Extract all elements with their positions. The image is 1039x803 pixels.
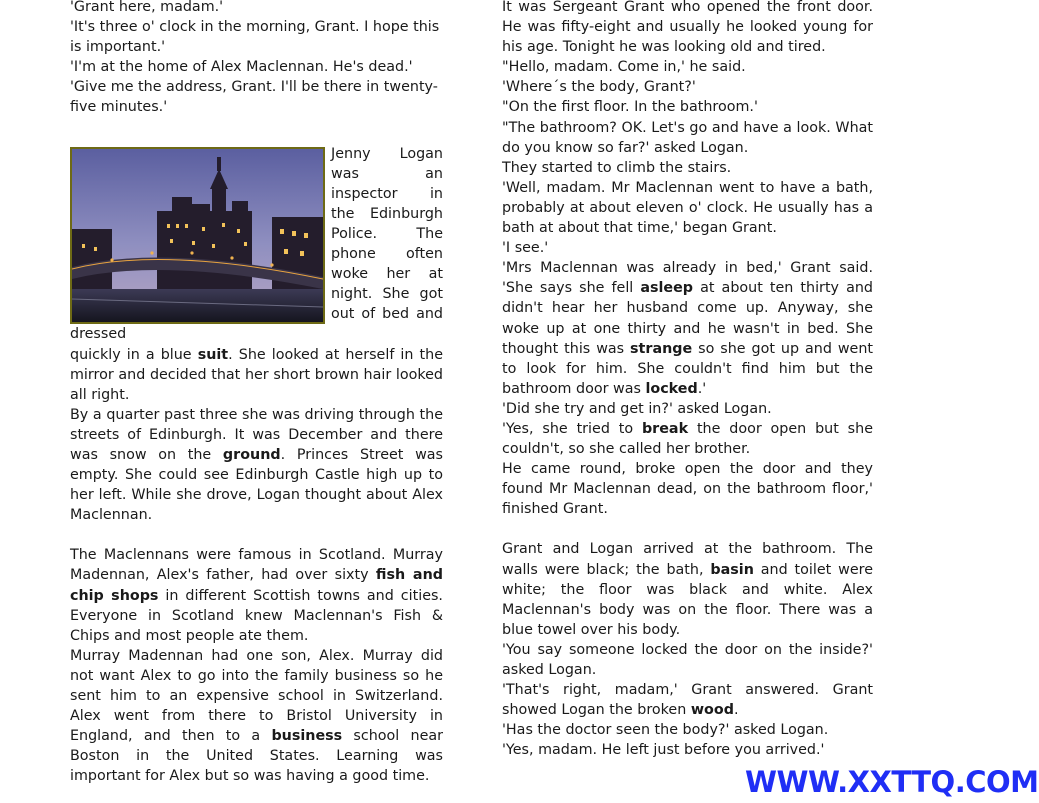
- bold-term: locked: [645, 380, 698, 397]
- paragraph: 'Give me the address, Grant. I'll be there in twenty-five minutes.': [70, 79, 438, 116]
- bold-term: basin: [710, 561, 754, 578]
- paragraph: 'Did she try and get in?' asked Logan.: [502, 400, 772, 417]
- paragraph: 'Yes, madam. He left just before you arrived.': [502, 742, 825, 759]
- jenny-paragraph-continued: quickly in a blue suit. She looked at herself in the mirror and decided that her short brown hair looked all right.: [70, 346, 444, 403]
- bold-term: business: [271, 728, 343, 745]
- paragraph: 'Yes, she tried to break the door open but she couldn't, so she called her brother.: [502, 420, 873, 458]
- drive-paragraph: By a quarter past three she was driving through the streets of Edinburgh. It was December and there was snow on the ground. Princes Street was empty. She could see Edinburgh Castle high up to her left. While she drove, Logan thought about Alex Maclennan.: [70, 406, 443, 524]
- paragraph: 'Well, madam. Mr Maclennan went to have a bath, probably at about eleven o' clock. He usually has a bath at about that time,' began Grant.: [502, 179, 873, 237]
- bathroom-section: [502, 539, 873, 760]
- paragraph: 'I see.': [502, 240, 549, 257]
- paragraph: 'It's three o' clock in the morning, Grant. I hope this is important.': [70, 19, 440, 56]
- paragraph: "On the first floor. In the bathroom.': [502, 99, 758, 116]
- bold-term: ground: [222, 446, 281, 463]
- photo-frame: [70, 147, 325, 324]
- family-paragraph: The Maclennans were famous in Scotland. Murray Madennan, Alex's father, had over sixty fish and chip shops in different Scottish towns and cities. Everyone in Scotland knew Maclennan's Fish & Chips and most people ate them.: [70, 547, 443, 644]
- paragraph: Grant and Logan arrived at the bathroom. The walls were black; the bath, basin and toilet were white; the floor was black and white. Alex Maclennan's body was on the floor. There was a blue towel over his body.: [502, 541, 873, 638]
- paragraph: They started to climb the stairs.: [502, 159, 732, 176]
- edinburgh-castle-photo: [72, 149, 323, 322]
- bold-term: wood: [690, 702, 734, 719]
- arrival-section: [502, 0, 873, 519]
- paragraph: "The bathroom? OK. Let's go and have a look. What do you know so far?' asked Logan.: [502, 119, 873, 156]
- paragraph: He came round, broke open the door and they found Mr Maclennan dead, on the bathroom floor,' finished Grant.: [502, 461, 873, 518]
- paragraph: "Hello, madam. Come in,' he said.: [502, 59, 746, 76]
- paragraph: 'Mrs Maclennan was already in bed,' Grant said. 'She says she fell asleep at about ten thirty and didn't hear her husband come up. Anyway, she woke up at one thirty and he wasn't in bed. She thought this was strange so she got up and went to look for him. She couldn't find him but the bathroom door was locked.': [502, 260, 873, 397]
- bold-term: strange: [630, 340, 693, 357]
- right-column: [502, 0, 873, 760]
- paragraph: 'That's right, madam,' Grant answered. Grant showed Logan the broken wood.: [502, 682, 873, 719]
- bold-term: suit: [197, 346, 229, 363]
- paragraph: 'You say someone locked the door on the inside?' asked Logan.: [502, 641, 873, 678]
- bold-term: break: [641, 420, 689, 437]
- bold-term: asleep: [640, 280, 694, 297]
- paragraph: 'Grant here, madam.': [70, 0, 224, 15]
- intro-dialogue: [70, 0, 443, 118]
- watermark-logo: WWW.XXTTQ.COM: [745, 765, 1039, 799]
- son-paragraph: Murray Madennan had one son, Alex. Murray did not want Alex to go into the family business so he sent him to an expensive school in Switzerland. Alex went from there to Bristol University in England, and then to a business school near Boston in the United States. Learning was important for Alex but so was having a good time.: [70, 647, 444, 785]
- paragraph: 'Where´s the body, Grant?': [502, 79, 696, 96]
- paragraph: 'I'm at the home of Alex Maclennan. He's dead.': [70, 59, 413, 76]
- paragraph: It was Sergeant Grant who opened the front door. He was fifty-eight and usually he looked young for his age. Tonight he was looking old and tired.: [502, 0, 873, 56]
- left-column: [70, 0, 443, 786]
- bold-term: fish and chip shops: [70, 567, 443, 604]
- paragraph: 'Has the doctor seen the body?' asked Logan.: [502, 722, 829, 739]
- jenny-paragraph-wrapped: Jenny Logan was an inspector in the Edinburgh Police. The phone often woke her at night. She got out of bed and dressed: [70, 145, 443, 343]
